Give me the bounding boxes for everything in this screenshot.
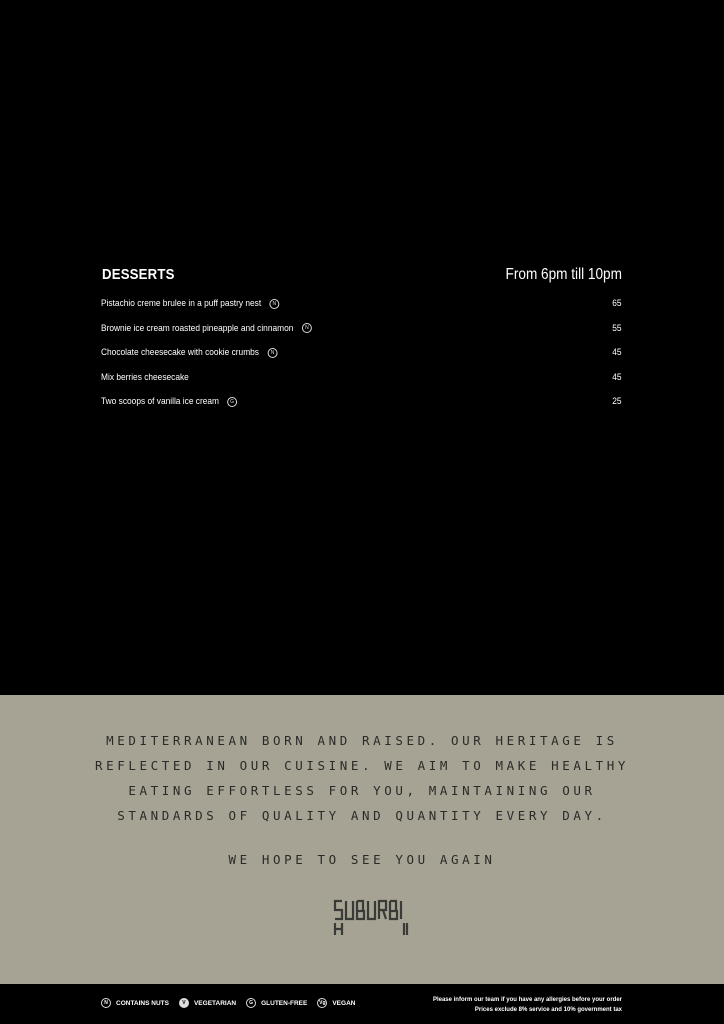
legend-item <box>246 998 307 1008</box>
menu-item-price: 55 <box>612 322 622 334</box>
statement-line: STANDARDS OF QUALITY AND QUANTITY EVERY DAY. <box>117 808 607 823</box>
menu-item <box>101 298 622 323</box>
menu-item <box>101 396 622 421</box>
menu-item-price: 45 <box>612 371 622 383</box>
gluten-free-icon: G <box>227 397 237 407</box>
legend-item <box>317 998 355 1008</box>
menu-item <box>101 323 622 348</box>
menu-item-name: Two scoops of vanilla ice cream <box>101 396 220 407</box>
footer-notes <box>433 995 622 1015</box>
vegan-icon: Vg <box>319 1000 326 1006</box>
statement-line: EATING EFFORTLESS FOR YOU, MAINTAINING OUR <box>128 783 596 798</box>
gluten-free-icon: G <box>246 998 256 1008</box>
footer <box>0 984 724 1024</box>
menu-item <box>101 372 622 397</box>
legend-label: VEGAN <box>332 999 356 1007</box>
legend-label: VEGETARIAN <box>193 999 237 1007</box>
service-hours: From 6pm till 10pm <box>505 266 622 283</box>
legend-item <box>179 998 236 1008</box>
menu-item <box>101 347 622 372</box>
menu-item-name: Brownie ice cream roasted pineapple and cinnamon <box>101 322 294 334</box>
dietary-legend <box>101 998 359 1008</box>
legend-item <box>101 998 169 1008</box>
menu-items-list <box>101 298 622 421</box>
menu-item-name: Mix berries cheesecake <box>101 371 189 383</box>
section-title: DESSERTS <box>102 266 175 283</box>
menu-item-price: 45 <box>612 347 622 358</box>
menu-item-name: Pistachio creme brulee in a puff pastry nest <box>101 298 262 309</box>
brand-statement <box>90 728 634 828</box>
menu-item-price: 25 <box>612 396 622 407</box>
statement-line: MEDITERRANEAN BORN AND RAISED. OUR HERITAGE IS <box>106 733 618 748</box>
legend-label: CONTAINS NUTS <box>116 999 169 1007</box>
contains-nuts-icon: N <box>101 998 111 1008</box>
brand-statement-band <box>0 695 724 984</box>
contains-nuts-icon: N <box>267 348 277 358</box>
menu-item-name: Chocolate cheesecake with cookie crumbs <box>101 347 260 358</box>
allergy-note: Please inform our team if you have any allergies before your order <box>432 997 622 1003</box>
contains-nuts-icon: N <box>302 323 312 333</box>
tax-note: Prices exclude 8% service and 10% government tax <box>474 1007 622 1013</box>
suburbia-logo <box>333 898 409 938</box>
legend-label: GLUTEN-FREE <box>261 999 308 1007</box>
closing-line: WE HOPE TO SEE YOU AGAIN <box>228 852 496 867</box>
contains-nuts-icon: N <box>269 299 279 309</box>
statement-line: REFLECTED IN OUR CUISINE. WE AIM TO MAKE HEALTHY <box>94 758 630 773</box>
vegetarian-icon: V <box>179 998 189 1008</box>
menu-item-price: 65 <box>612 298 622 309</box>
